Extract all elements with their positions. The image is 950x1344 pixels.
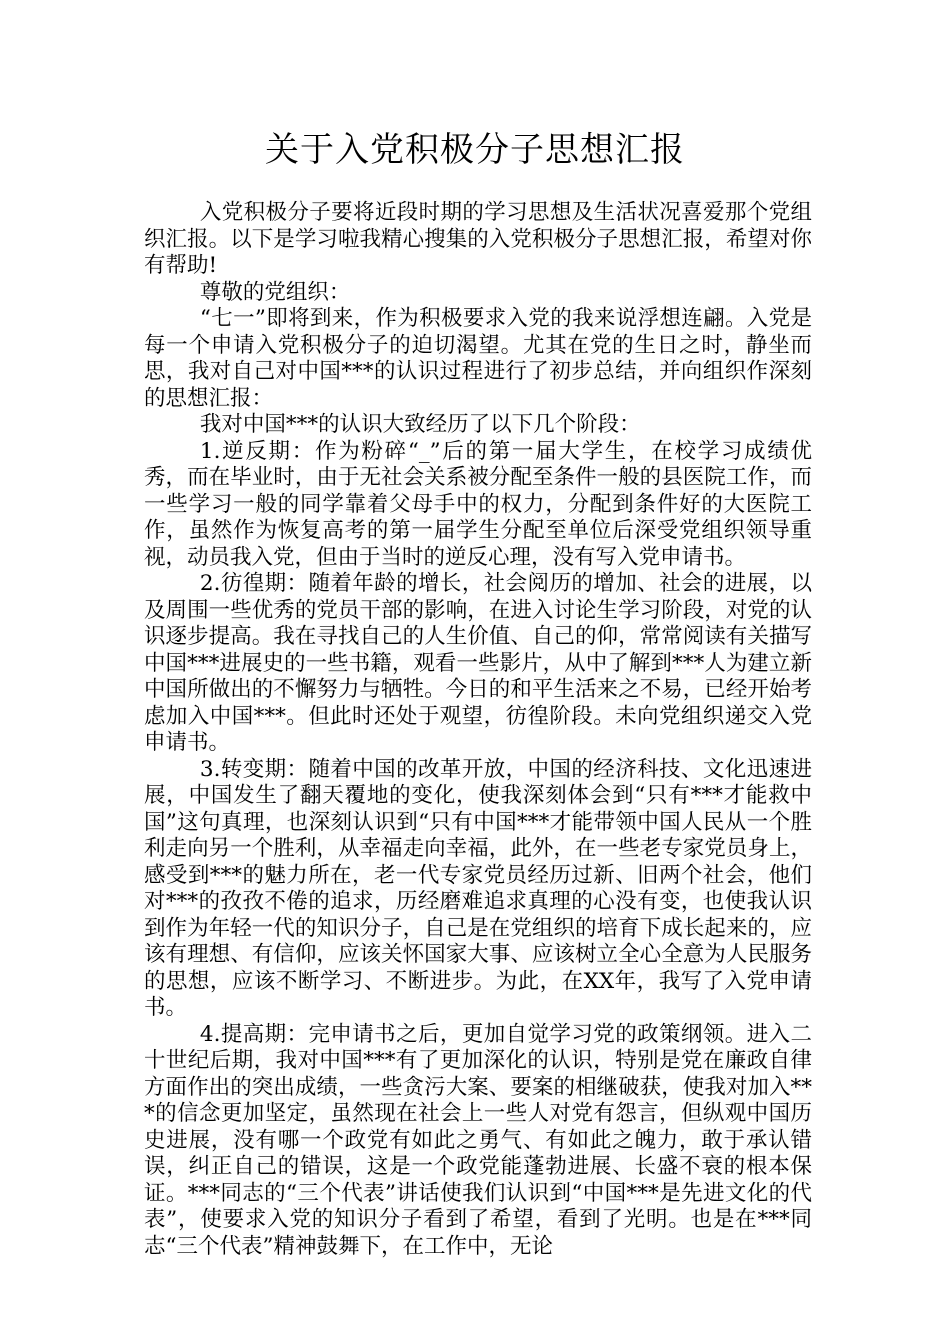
paragraph-stage-3: 3.转变期：随着中国的改革开放，中国的经济科技、文化迅速进展，中国发生了翻天覆地的变化，使我深刻体会到“只有***才能救中国”这句真理，也深刻认识到“只有中国***才能带领中国人民从一个胜利走向另一个胜利，从幸福走向幸福，此外，在一些老专家党员身上，感受到***的魅力所在，老一代专家党员经历过新、旧两个社会，他们对***的孜孜不倦的追求，历经磨难追求真理的心没有变，也使我认识到作为年轻一代的知识分子，自己是在党组织的培育下成长起来的，应该有理想、有信仰，应该关怀国家大事、应该树立全心全意为人民服务的思想，应该不断学习、不断进步。为此，在XX年，我写了入党申请书。 — [144, 756, 812, 1020]
paragraph-intro: 入党积极分子要将近段时期的学习思想及生活状况喜爱那个党组织汇报。以下是学习啦我精心搜集的入党积极分子思想汇报，希望对你有帮助! — [144, 200, 812, 278]
document-body — [144, 200, 812, 1260]
paragraph-stage-1: 1.逆反期：作为粉碎“_”后的第一届大学生，在校学习成绩优秀，而在毕业时，由于无社会关系被分配至条件一般的县医院工作，而一些学习一般的同学靠着父母手中的权力，分配到条件好的大医院工作，虽然作为恢复高考的第一届学生分配至单位后深受党组织领导重视，动员我入党，但由于当时的逆反心理，没有写入党申请书。 — [144, 438, 812, 570]
document-title: 关于入党积极分子思想汇报 — [265, 130, 685, 170]
paragraph-stage-2: 2.彷徨期：随着年龄的增长，社会阅历的增加、社会的进展，以及周围一些优秀的党员干部的影响，在进入讨论生学习阶段，对党的认识逐步提高。我在寻找自己的人生价值、自己的仰，常常阅读有关描写中国***进展史的一些书籍，观看一些影片，从中了解到***人为建立新中国所做出的不懈努力与牺牲。今日的和平生活来之不易，已经开始考虑加入中国***。但此时还处于观望，彷徨阶段。未向党组织递交入党申请书。 — [144, 571, 812, 755]
paragraph-salutation: 尊敬的党组织： — [199, 279, 351, 305]
paragraph-stage-4: 4.提高期：完申请书之后，更加自觉学习党的政策纲领。进入二十世纪后期，我对中国***有了更加深化的认识，特别是党在廉政自律方面作出的突出成绩，一些贪污大案、要案的相继破获，使我对加入***的信念更加坚定，虽然现在社会上一些人对党有怨言，但纵观中国历史进展，没有哪一个政党有如此之勇气、有如此之魄力，敢于承认错误，纠正自己的错误，这是一个政党能蓬勃进展、长盛不衰的根本保证。***同志的“三个代表”讲话使我们认识到“中国***是先进文化的代表”，使要求入党的知识分子看到了希望，看到了光明。也是在***同志“三个代表”精神鼓舞下，在工作中，无论 — [144, 1021, 812, 1259]
paragraph-opening: “七一”即将到来，作为积极要求入党的我来说浮想连翩。入党是每一个申请入党积极分子的迫切渴望。尤其在党的生日之时，静坐而思，我对自己对中国***的认识过程进行了初步总结，并向组织作深刻的思想汇报： — [144, 306, 812, 411]
paragraph-stages-intro: 我对中国***的认识大致经历了以下几个阶段： — [199, 412, 641, 437]
